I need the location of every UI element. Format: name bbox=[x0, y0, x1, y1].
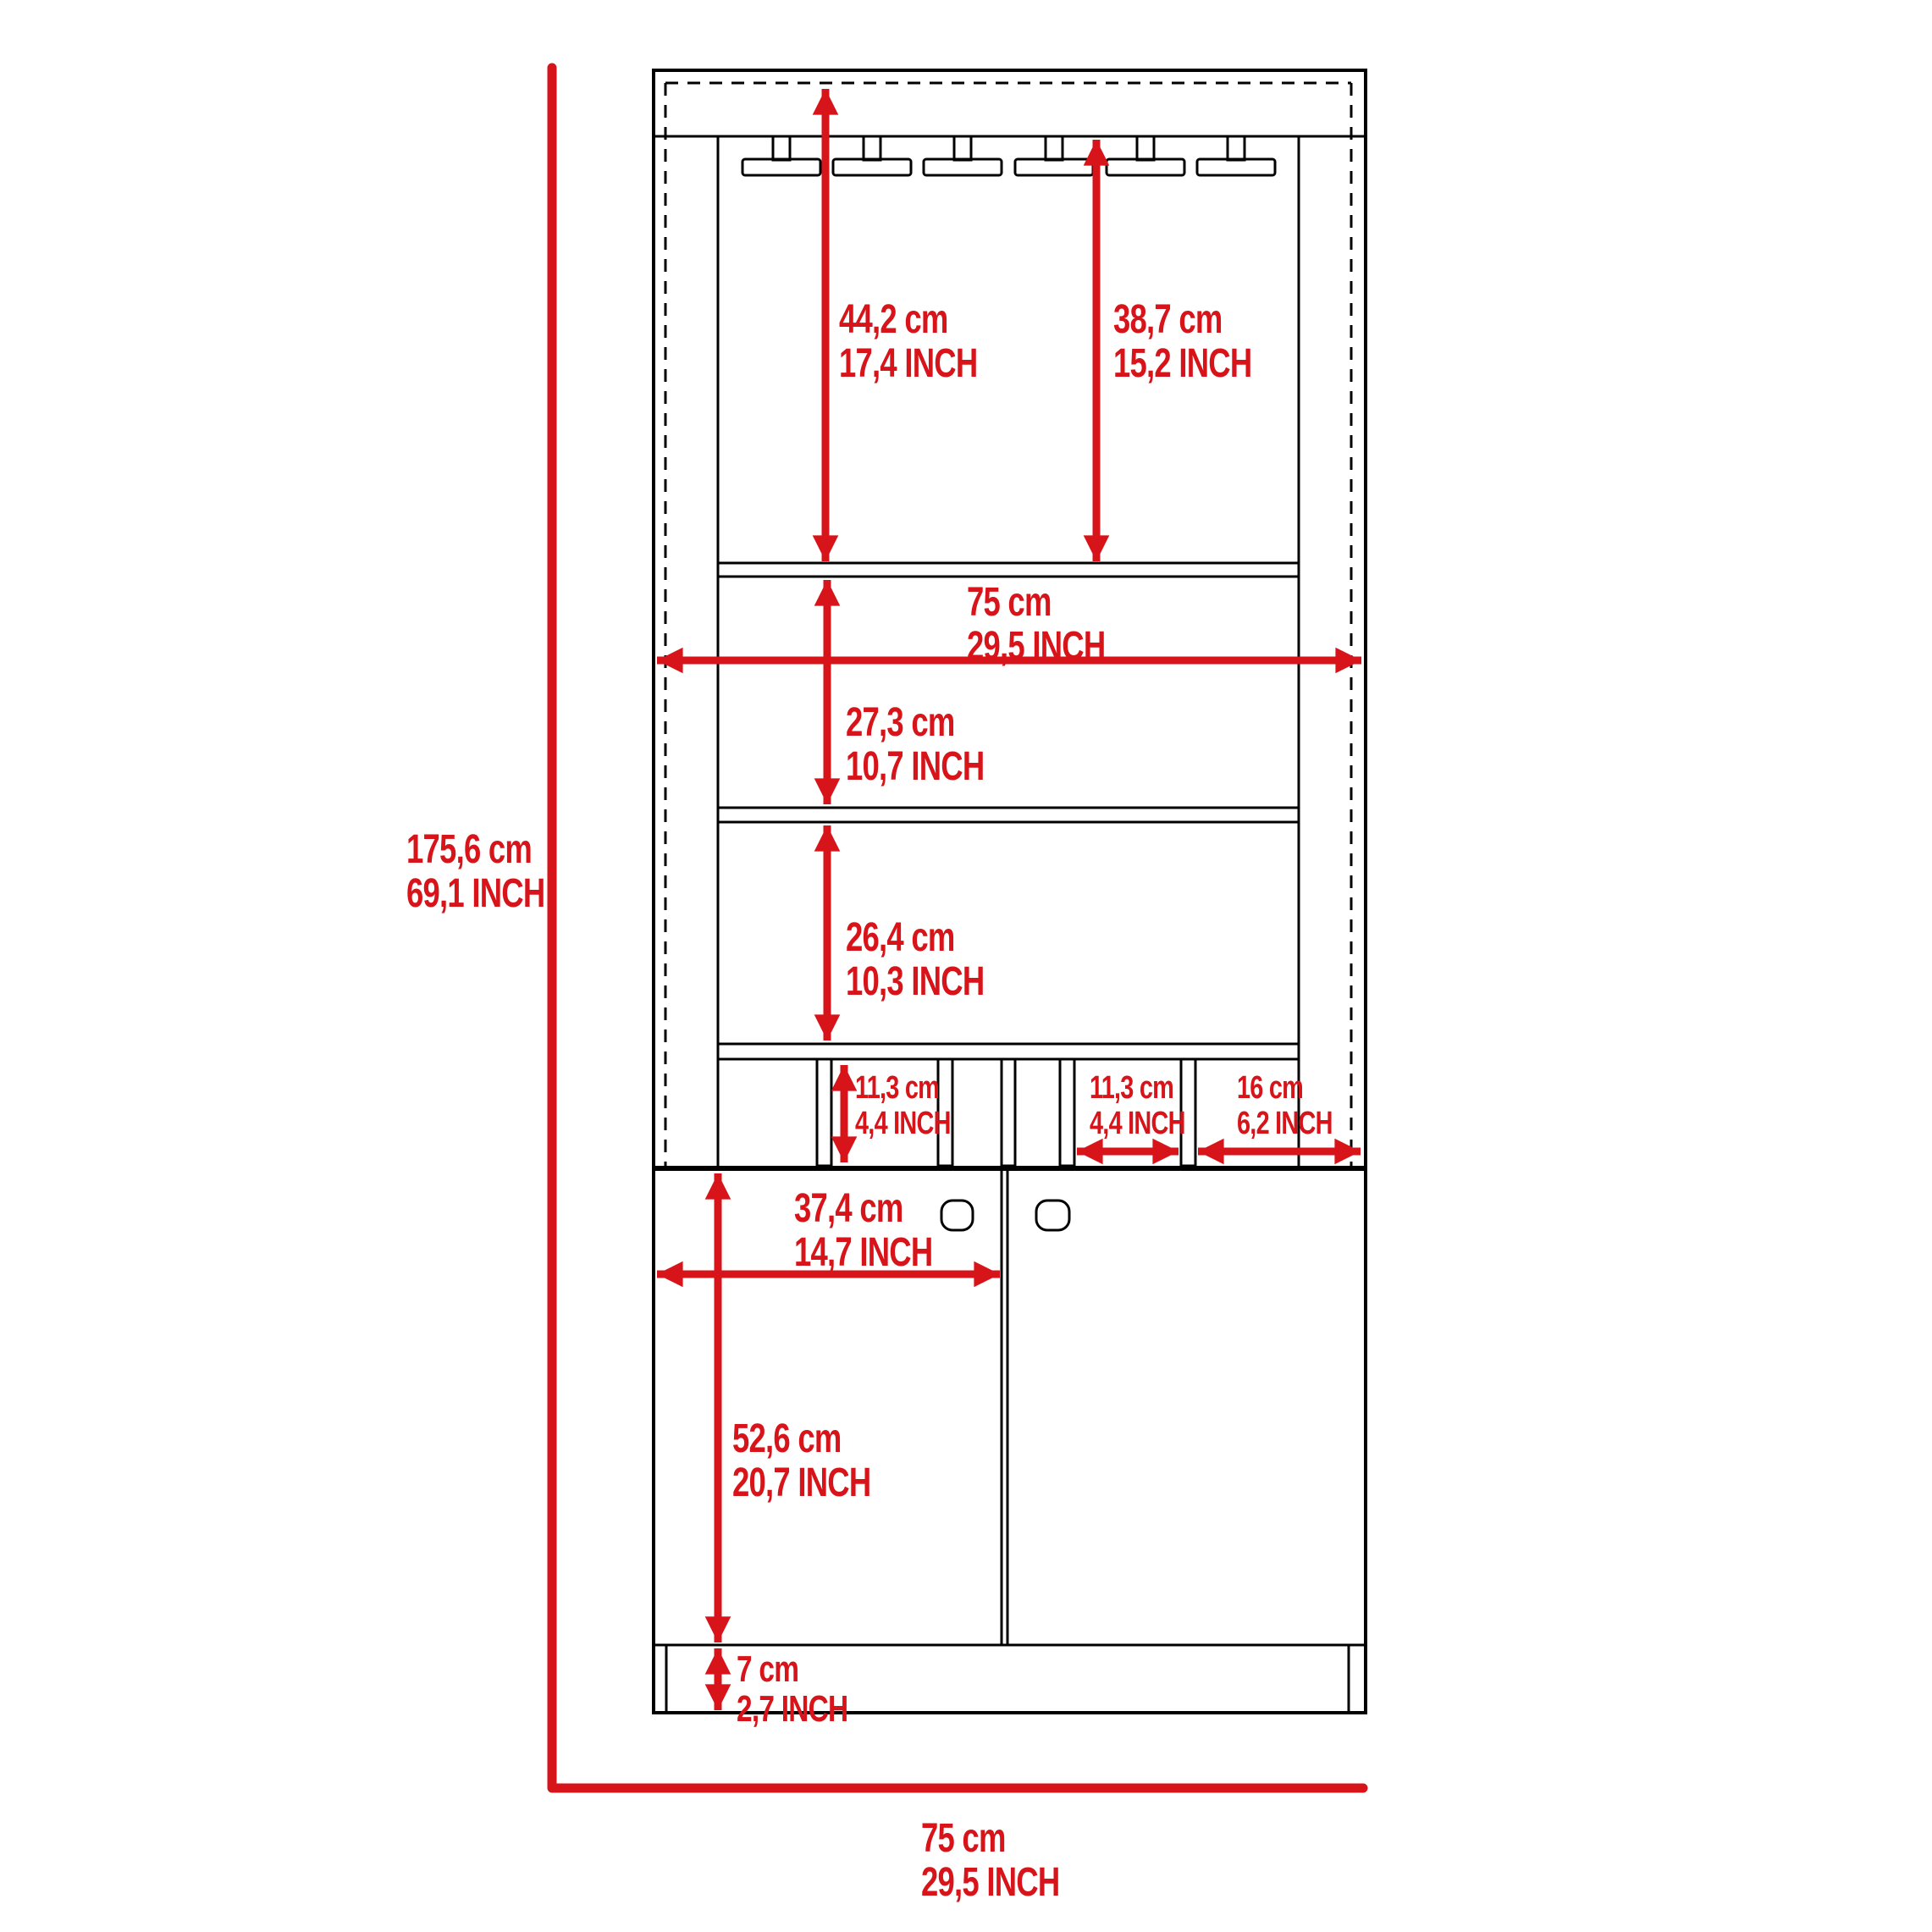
dimension-label-door-height bbox=[732, 1417, 870, 1505]
dimension-label-cubby-width bbox=[1090, 1070, 1185, 1141]
dimension-cm: 175,6 cm bbox=[406, 827, 533, 872]
dimension-label-cubby-height bbox=[855, 1070, 951, 1141]
stemware-hanger bbox=[742, 136, 820, 175]
dimension-inch: 29,5 INCH bbox=[921, 1860, 1060, 1905]
shelf-board-2 bbox=[718, 808, 1299, 822]
dimension-cm: 37,4 cm bbox=[794, 1186, 903, 1231]
dimension-inch: 10,7 INCH bbox=[846, 744, 985, 789]
dimension-inch: 4,4 INCH bbox=[855, 1106, 951, 1141]
door-knob-left bbox=[941, 1201, 973, 1230]
dimension-cm: 11,3 cm bbox=[855, 1070, 940, 1106]
stemware-hanger bbox=[1107, 136, 1184, 175]
dimension-inch: 29,5 INCH bbox=[967, 624, 1106, 669]
dimension-inch: 17,4 INCH bbox=[839, 341, 978, 386]
cubby-divider bbox=[817, 1059, 831, 1166]
dimension-label-lower-shelf-opening bbox=[846, 916, 984, 1004]
stemware-hanger bbox=[1015, 136, 1093, 175]
dimension-cm: 75 cm bbox=[967, 580, 1052, 625]
dimension-cm: 52,6 cm bbox=[732, 1416, 842, 1461]
cubby-divider bbox=[1060, 1059, 1074, 1166]
dimension-cm: 11,3 cm bbox=[1090, 1070, 1174, 1106]
door-knob-right bbox=[1036, 1201, 1069, 1230]
dimension-label-door-width bbox=[794, 1187, 932, 1275]
dimension-label-stemware-section-height bbox=[839, 298, 977, 386]
dimension-cm: 16 cm bbox=[1237, 1070, 1304, 1106]
dimension-label-middle-shelf-opening bbox=[846, 701, 984, 789]
dimension-cm: 75 cm bbox=[921, 1816, 1006, 1861]
dimension-inch: 20,7 INCH bbox=[732, 1460, 871, 1505]
dimension-label-stemware-clearance bbox=[1113, 298, 1251, 386]
stemware-hanger bbox=[924, 136, 1002, 175]
door-center-divider bbox=[1002, 1171, 1007, 1645]
dimension-inch: 10,3 INCH bbox=[846, 959, 985, 1004]
shelf-board-1 bbox=[718, 563, 1299, 577]
dimension-label-interior-width bbox=[967, 581, 1105, 669]
dimension-cm: 27,3 cm bbox=[846, 700, 955, 745]
dimension-inch: 6,2 INCH bbox=[1237, 1106, 1333, 1141]
stemware-hanger bbox=[833, 136, 911, 175]
dimension-cm: 26,4 cm bbox=[846, 915, 955, 960]
dimension-inch: 2,7 INCH bbox=[737, 1688, 848, 1730]
stemware-hanger bbox=[1197, 136, 1275, 175]
cubby-divider bbox=[1002, 1059, 1015, 1166]
dimension-cm: 7 cm bbox=[737, 1648, 799, 1690]
dimension-label-end-cubby-width bbox=[1237, 1070, 1333, 1141]
dimension-inch: 15,2 INCH bbox=[1113, 341, 1252, 386]
dimension-label-overall-height bbox=[406, 828, 544, 916]
dimension-inch: 69,1 INCH bbox=[406, 871, 545, 916]
dimension-cm: 44,2 cm bbox=[839, 297, 948, 342]
dimension-label-base-height bbox=[737, 1649, 847, 1729]
dimension-label-overall-width bbox=[921, 1817, 1059, 1905]
dimension-cm: 38,7 cm bbox=[1113, 297, 1223, 342]
dimension-inch: 4,4 INCH bbox=[1090, 1106, 1185, 1141]
dimension-inch: 14,7 INCH bbox=[794, 1230, 933, 1275]
shelf-board-3 bbox=[718, 1044, 1299, 1059]
